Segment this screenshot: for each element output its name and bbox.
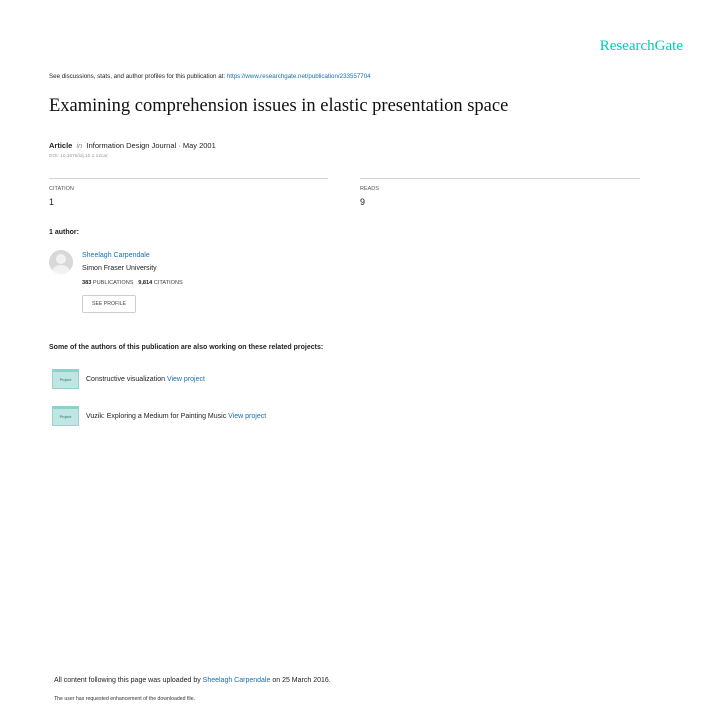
publications-label: PUBLICATIONS	[92, 280, 134, 286]
upload-prefix: All content following this page was uploaded by	[54, 677, 203, 684]
citation-value: 1	[49, 197, 55, 207]
reads-label: READS	[360, 186, 379, 192]
paper-title: Examining comprehension issues in elastic presentation space	[49, 96, 509, 116]
related-projects-heading: Some of the authors of this publication are also working on these related projects:	[49, 344, 324, 351]
project-item	[86, 376, 205, 383]
project-name: Constructive visualization	[86, 376, 165, 383]
project-name: Vuzik: Exploring a Medium for Painting Music	[86, 413, 227, 420]
researchgate-logo[interactable]: ResearchGate	[599, 38, 683, 54]
authors-heading: 1 author:	[49, 229, 79, 236]
project-card-icon[interactable]	[52, 406, 79, 426]
upload-info	[54, 677, 331, 684]
see-discussions-text: See discussions, stats, and author profiles for this publication at:	[49, 73, 227, 80]
project-card-label: Project	[59, 378, 72, 382]
project-card-icon[interactable]	[52, 369, 79, 389]
upload-suffix: on 25 March 2016.	[270, 677, 331, 684]
project-item	[86, 413, 266, 420]
avatar-head-icon	[56, 254, 66, 264]
publication-url-link[interactable]: https://www.researchgate.net/publication/233557704	[226, 73, 371, 80]
citations-count: 9,814	[138, 280, 153, 286]
citations-label: CITATIONS	[153, 280, 183, 286]
uploader-link[interactable]: Sheelagh Carpendale	[202, 677, 271, 684]
see-discussions-line	[49, 73, 371, 80]
reads-divider	[360, 178, 640, 179]
view-project-link[interactable]: View project	[166, 376, 205, 383]
paper-meta	[49, 141, 216, 150]
author-affiliation: Simon Fraser University	[82, 265, 157, 272]
author-avatar[interactable]	[49, 250, 73, 274]
see-profile-button[interactable]: SEE PROFILE	[82, 295, 136, 313]
citation-label: CITATION	[49, 186, 74, 192]
author-stats	[82, 280, 183, 286]
enhancement-note: The user has requested enhancement of the downloaded file.	[54, 696, 196, 702]
paper-doi: DOI: 10.1075/idj.10.1.12car	[49, 154, 108, 159]
author-name-link[interactable]: Sheelagh Carpendale	[82, 252, 150, 259]
project-card-label: Project	[59, 415, 72, 419]
publications-count: 383	[82, 280, 92, 286]
reads-value: 9	[360, 197, 366, 207]
paper-type: Article	[49, 141, 73, 150]
citation-divider	[49, 178, 328, 179]
paper-venue[interactable]: Information Design Journal · May 2001	[86, 141, 216, 150]
view-project-link[interactable]: View project	[228, 413, 267, 420]
in-word: in	[76, 141, 83, 150]
avatar-body-icon	[52, 265, 70, 274]
